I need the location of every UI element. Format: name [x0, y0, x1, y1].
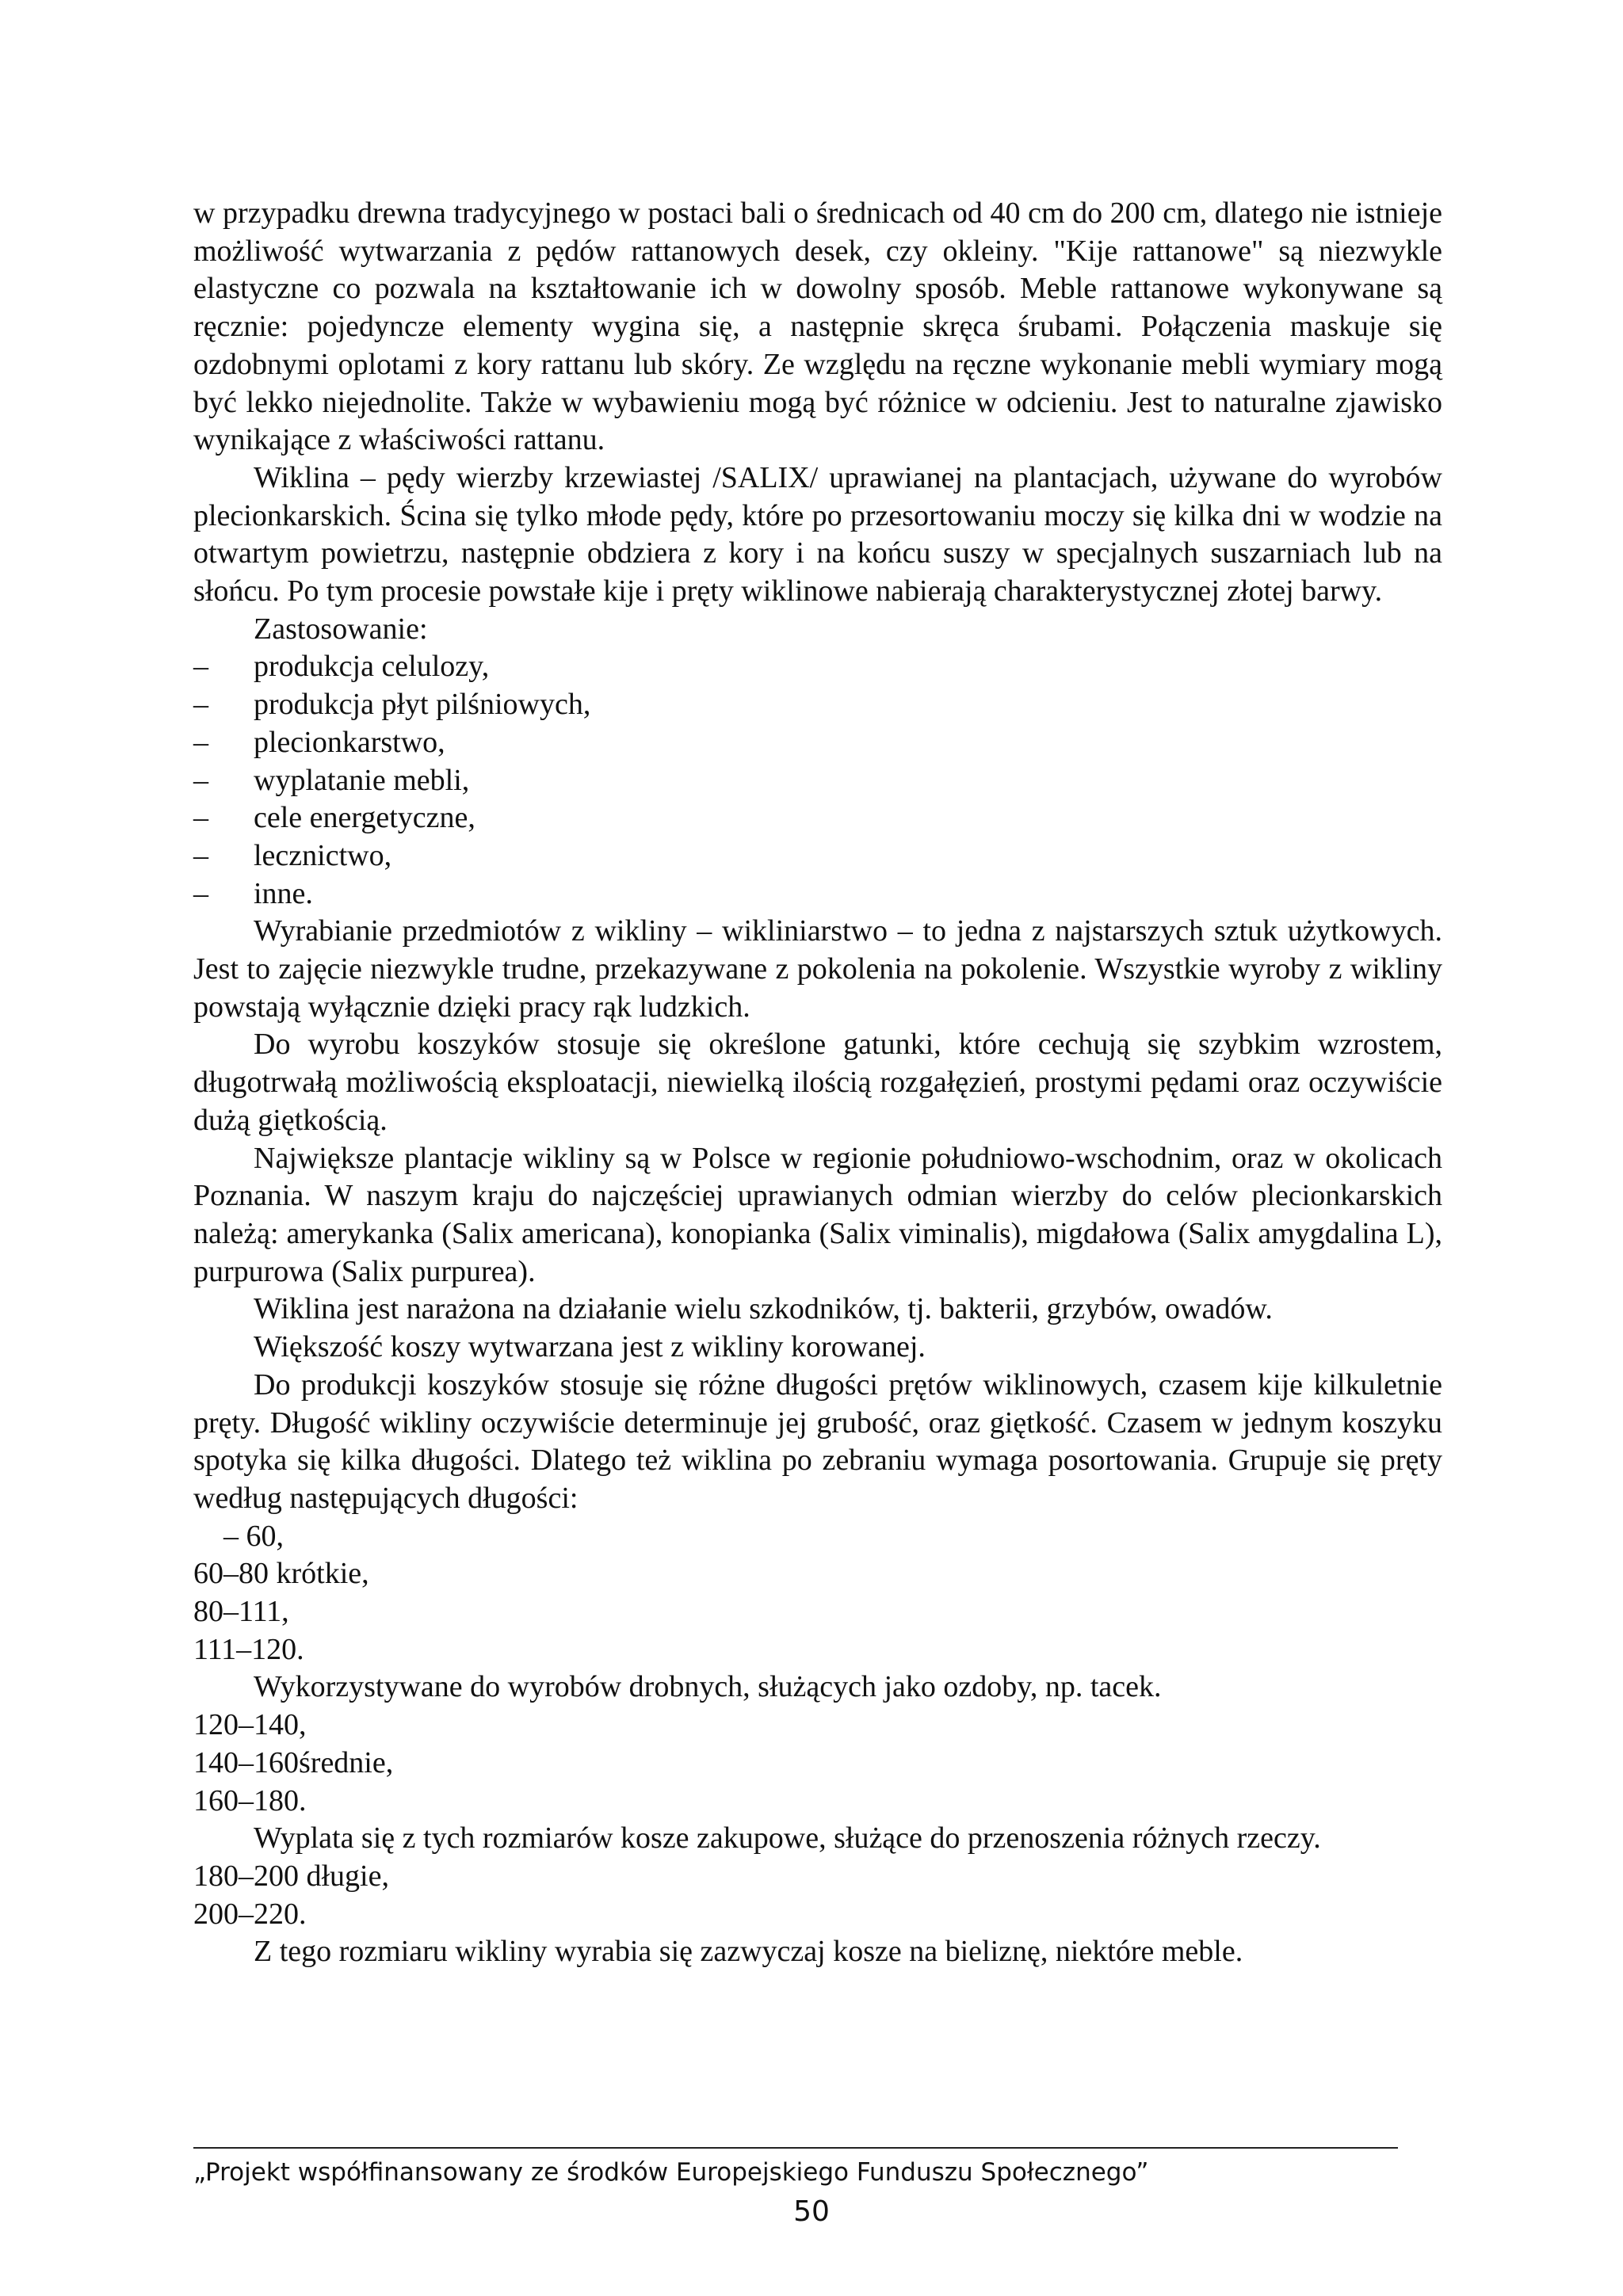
paragraph-kosze: Większość koszy wytwarzana jest z wikliny korowanej.: [254, 1330, 926, 1364]
paragraph-szkodniki: Wiklina jest narażona na działanie wielu szkodników, tj. bakterii, grzybów, owadów.: [254, 1292, 1273, 1326]
paragraph-bielizna: Z tego rozmiaru wikliny wyrabia się zazwyczaj kosze na bieliznę, niektóre meble.: [254, 1935, 1243, 1969]
page-number: 50: [793, 2195, 830, 2228]
dash-marker: –: [193, 650, 208, 684]
dash-marker: –: [193, 838, 208, 872]
footer-project-note: „Projekt współfinansowany ze środków Europejskiego Funduszu Społecznego”: [193, 2158, 1149, 2187]
dash-marker: –: [193, 876, 208, 910]
usage-list: [193, 648, 1442, 913]
list-item: – cele energetyczne,: [193, 799, 1442, 837]
length-line: 60–80 krótkie,: [193, 1557, 369, 1591]
length-line: 180–200 długie,: [193, 1859, 389, 1893]
list-item: – lecznictwo,: [193, 837, 1442, 875]
paragraph-gatunki: Do wyrobu koszyków stosuje się określone gatunki, które cechują się szybkim wzrostem, długotrwałą możliwością eksploatacji, niewielką ilością rozgałęzień, prostymi pędami oraz oczywiście dużą giętkością.: [193, 1028, 1442, 1137]
paragraph-drobne: Wykorzystywane do wyrobów drobnych, służących jako ozdoby, np. tacek.: [254, 1670, 1162, 1704]
length-line: 120–140,: [193, 1708, 307, 1742]
paragraph-wiklina-definition: Wiklina – pędy wierzby krzewiastej /SALIX/ uprawianej na plantacjach, używane do wyrobów plecionkarskich. Ścina się tylko młode pędy, które po przesortowaniu moczy się kilka dni w wodzie na otwartym powietrzu, następnie obdziera z kory i na końcu suszy w specjalnych suszarniach lub na słońcu. Po tym procesie powstałe kije i pręty wiklinowe nabierają charakterystycznej złotej barwy.: [193, 460, 1442, 608]
list-item: – produkcja celulozy,: [193, 648, 1442, 686]
list-item: – wyplatanie mebli,: [193, 762, 1442, 800]
length-line: 111–120.: [193, 1632, 304, 1666]
length-line: – 60,: [223, 1519, 284, 1553]
list-item: – inne.: [193, 875, 1442, 913]
dash-marker: –: [193, 801, 208, 835]
paragraph-wikliniarstwo: Wyrabianie przedmiotów z wikliny – wikliniarstwo – to jedna z najstarszych sztuk użytkowych. Jest to zajęcie niezwykle trudne, przekazywane z pokolenia na pokolenie. Wszystkie wyroby z wikliny powstają wyłącznie dzięki pracy rąk ludzkich.: [193, 914, 1442, 1024]
paragraph-plantacje: Największe plantacje wikliny są w Polsce w regionie południowo-wschodnim, oraz w okolicach Poznania. W naszym kraju do najczęściej uprawianych odmian wierzby do celów plecionkarskich należą: amerykanka (Salix americana), konopianka (Salix viminalis), migdałowa (Salix amygdalina L), purpurowa (Salix purpurea).: [193, 1141, 1442, 1288]
body-text: [193, 195, 1442, 1971]
paragraph-zakupowe: Wyplata się z tych rozmiarów kosze zakupowe, służące do przenoszenia różnych rzeczy.: [254, 1821, 1321, 1855]
list-item: – plecionkarstwo,: [193, 724, 1442, 762]
dash-marker: –: [193, 725, 208, 759]
paragraph-rattan: w przypadku drewna tradycyjnego w postaci bali o średnicach od 40 cm do 200 cm, dlatego nie istnieje możliwość wytwarzania z pędów rattanowych desek, czy okleiny. "Kije rattanowe" są niezwykle elastyczne co pozwala na kształtowanie ich w dowolny sposób. Meble rattanowe wykonywane są ręcznie: pojedyncze elementy wygina się, a następnie skręca śrubami. Połączenia maskuje się ozdobnymi oplotami z kory rattanu lub skóry. Ze względu na ręczne wykonanie mebli wymiary mogą być lekko niejednolite. Także w wybawieniu mogą być różnice w odcieniu. Jest to naturalne zjawisko wynikające z właściwości rattanu.: [193, 196, 1442, 457]
paragraph-dlugosci: Do produkcji koszyków stosuje się różne długości prętów wiklinowych, czasem kije kilkuletnie pręty. Długość wikliny oczywiście determinuje jej grubość, oraz giętkość. Czasem w jednym koszyku spotyka się kilka długości. Dlatego też wiklina po zebraniu wymaga posortowania. Grupuje się pręty według następujących długości:: [193, 1367, 1442, 1515]
length-line: 160–180.: [193, 1783, 307, 1817]
dash-marker: –: [193, 688, 208, 722]
list-item: – produkcja płyt pilśniowych,: [193, 686, 1442, 724]
zastosowanie-label: Zastosowanie:: [254, 612, 428, 646]
dash-marker: –: [193, 763, 208, 797]
length-line: 200–220.: [193, 1897, 307, 1931]
footer-divider: [193, 2147, 1398, 2149]
length-line: 80–111,: [193, 1595, 289, 1629]
length-line: 140–160średnie,: [193, 1745, 394, 1779]
